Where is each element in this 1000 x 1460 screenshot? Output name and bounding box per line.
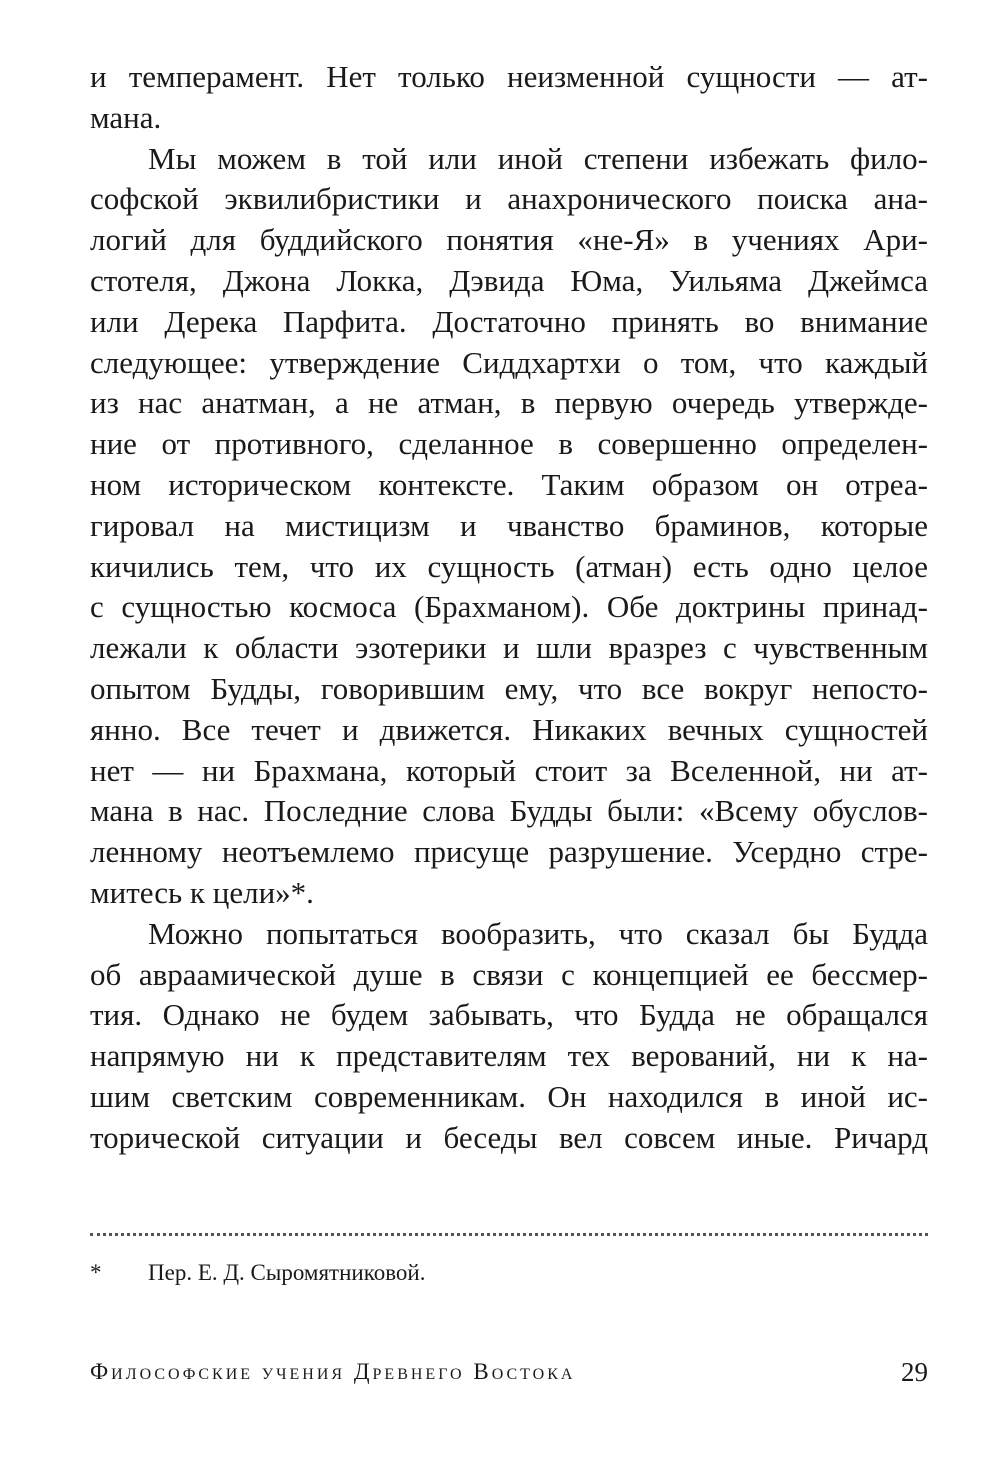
text-line: Мы можем в той или иной степени избежать фило- <box>148 140 928 176</box>
text-line: ние от противного, сделанное в совершенно определен- <box>90 426 928 462</box>
text-line: или Дерека Парфита. Достаточно принять во внимание <box>90 303 928 339</box>
text-line: ленному неотъемлемо присуще разрушение. Усердно стре- <box>90 834 928 870</box>
text-line: мана. <box>90 99 162 135</box>
text-line: гировал на мистицизм и чванство браминов, которые <box>90 507 928 543</box>
text-line: следующее: утверждение Сиддхартхи о том, что каждый <box>90 344 928 380</box>
body-text <box>90 57 928 1159</box>
text-line: стотеля, Джона Локка, Дэвида Юма, Уильяма Джеймса <box>90 262 928 298</box>
text-line: софской эквилибристики и анахронического поиска ана- <box>90 181 928 217</box>
footnote <box>90 1258 425 1288</box>
page-number: 29 <box>901 1357 928 1387</box>
text-line: логий для буддийского понятия «не-Я» в учениях Ари- <box>90 222 928 258</box>
text-line: об авраамической душе в связи с концепцией ее бессмер- <box>90 956 928 992</box>
text-line: янно. Все течет и движется. Никаких вечных сущностей <box>90 711 928 747</box>
text-line: с сущностью космоса (Брахманом). Обе доктрины принад- <box>90 589 928 625</box>
paragraph-2 <box>90 139 928 914</box>
text-line: торической ситуации и беседы вел совсем иные. Ричард <box>90 1119 928 1155</box>
text-line: напрямую ни к представителям тех верований, ни к на- <box>90 1038 928 1074</box>
text-line: тия. Однако не будем забывать, что Будда не обращался <box>90 997 928 1033</box>
text-line: опытом Будды, говорившим ему, что все вокруг непосто- <box>90 670 928 706</box>
text-line: кичились тем, что их сущность (атман) есть одно целое <box>90 548 928 584</box>
text-line: и темперамент. Нет только неизменной сущности — ат- <box>90 59 928 94</box>
footnote-separator <box>90 1233 928 1236</box>
running-footer <box>90 1354 928 1390</box>
text-line: ном историческом контексте. Таким образом он отреа- <box>90 466 928 502</box>
text-line: шим светским современникам. Он находился в иной ис- <box>90 1078 928 1114</box>
text-line: нет — ни Брахмана, который стоит за Вселенной, ни ат- <box>90 752 928 788</box>
paragraph-3 <box>90 914 928 1159</box>
text-line: мана в нас. Последние слова Будды были: «Всему обуслов- <box>90 793 928 829</box>
text-line: лежали к области эзотерики и шли вразрез с чувственным <box>90 630 928 666</box>
text-line: из нас анатман, а не атман, в первую очередь утвержде- <box>90 385 928 421</box>
footnote-mark: * <box>90 1260 102 1285</box>
book-title: Философские учения Древнего Востока <box>90 1359 576 1384</box>
paragraph-1 <box>90 57 928 139</box>
text-line: митесь к цели»*. <box>90 874 314 910</box>
text-line: Можно попытаться вообразить, что сказал бы Будда <box>148 915 928 951</box>
footnote-text: Пер. Е. Д. Сыромятниковой. <box>148 1260 426 1285</box>
